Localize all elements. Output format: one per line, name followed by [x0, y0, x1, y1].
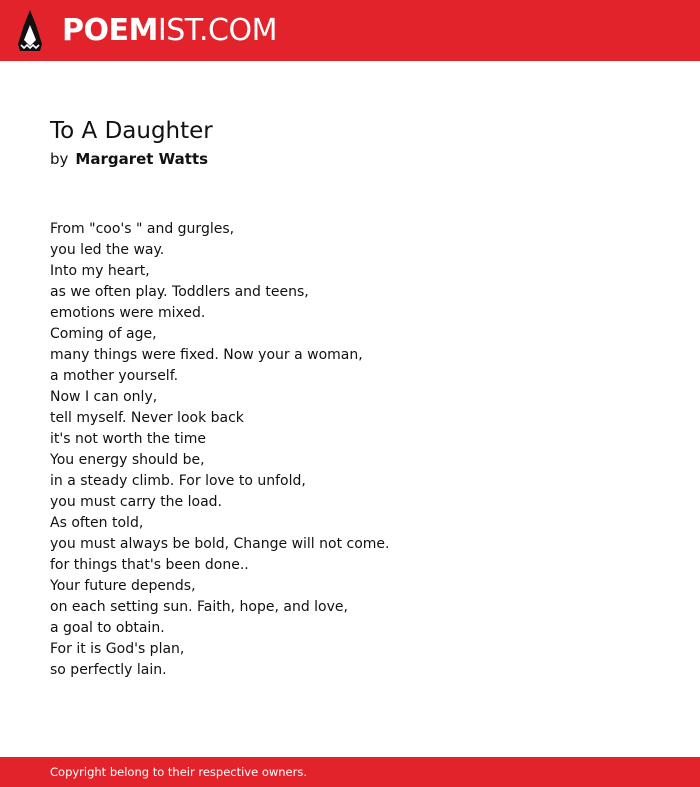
brand-light-part: IST.COM [157, 13, 277, 48]
poem-line: many things were fixed. Now your a woman, [50, 347, 363, 363]
by-label: by [50, 150, 69, 168]
byline [50, 148, 208, 170]
poem-line: so perfectly lain. [50, 662, 167, 678]
poem-line: tell myself. Never look back [50, 410, 244, 426]
poem-line: in a steady climb. For love to unfold, [50, 473, 306, 489]
poem-line: you led the way. [50, 242, 165, 258]
poem-line: it's not worth the time [50, 431, 206, 447]
poem-line: Into my heart, [50, 263, 150, 279]
poem-line: Now I can only, [50, 389, 158, 405]
poem-line: you must always be bold, Change will not come. [50, 536, 390, 552]
poem-line: you must carry the load. [50, 494, 222, 510]
poem-line: From "coo's " and gurgles, [50, 221, 235, 237]
poem-body [50, 219, 390, 681]
poem-line: emotions were mixed. [50, 305, 206, 321]
site-footer [0, 757, 700, 787]
poem-line: For it is God's plan, [50, 641, 185, 657]
poem-line: You energy should be, [50, 452, 205, 468]
copyright-notice: Copyright belong to their respective owners. [50, 765, 308, 779]
poem-line: a goal to obtain. [50, 620, 165, 636]
poem-line: As often told, [50, 515, 144, 531]
pen-nib-icon[interactable] [18, 10, 42, 51]
poem-line: for things that's been done.. [50, 557, 249, 573]
poem-line: a mother yourself. [50, 368, 179, 384]
poem-line: on each setting sun. Faith, hope, and love, [50, 599, 348, 615]
poem-line: Coming of age, [50, 326, 157, 342]
brand-bold-part: POEM [62, 13, 158, 48]
author-name: Margaret Watts [75, 150, 209, 168]
poem-line: Your future depends, [50, 578, 196, 594]
site-header [0, 0, 700, 61]
site-logo-text[interactable] [62, 13, 277, 49]
poem-title: To A Daughter [50, 118, 213, 144]
poem-line: as we often play. Toddlers and teens, [50, 284, 309, 300]
